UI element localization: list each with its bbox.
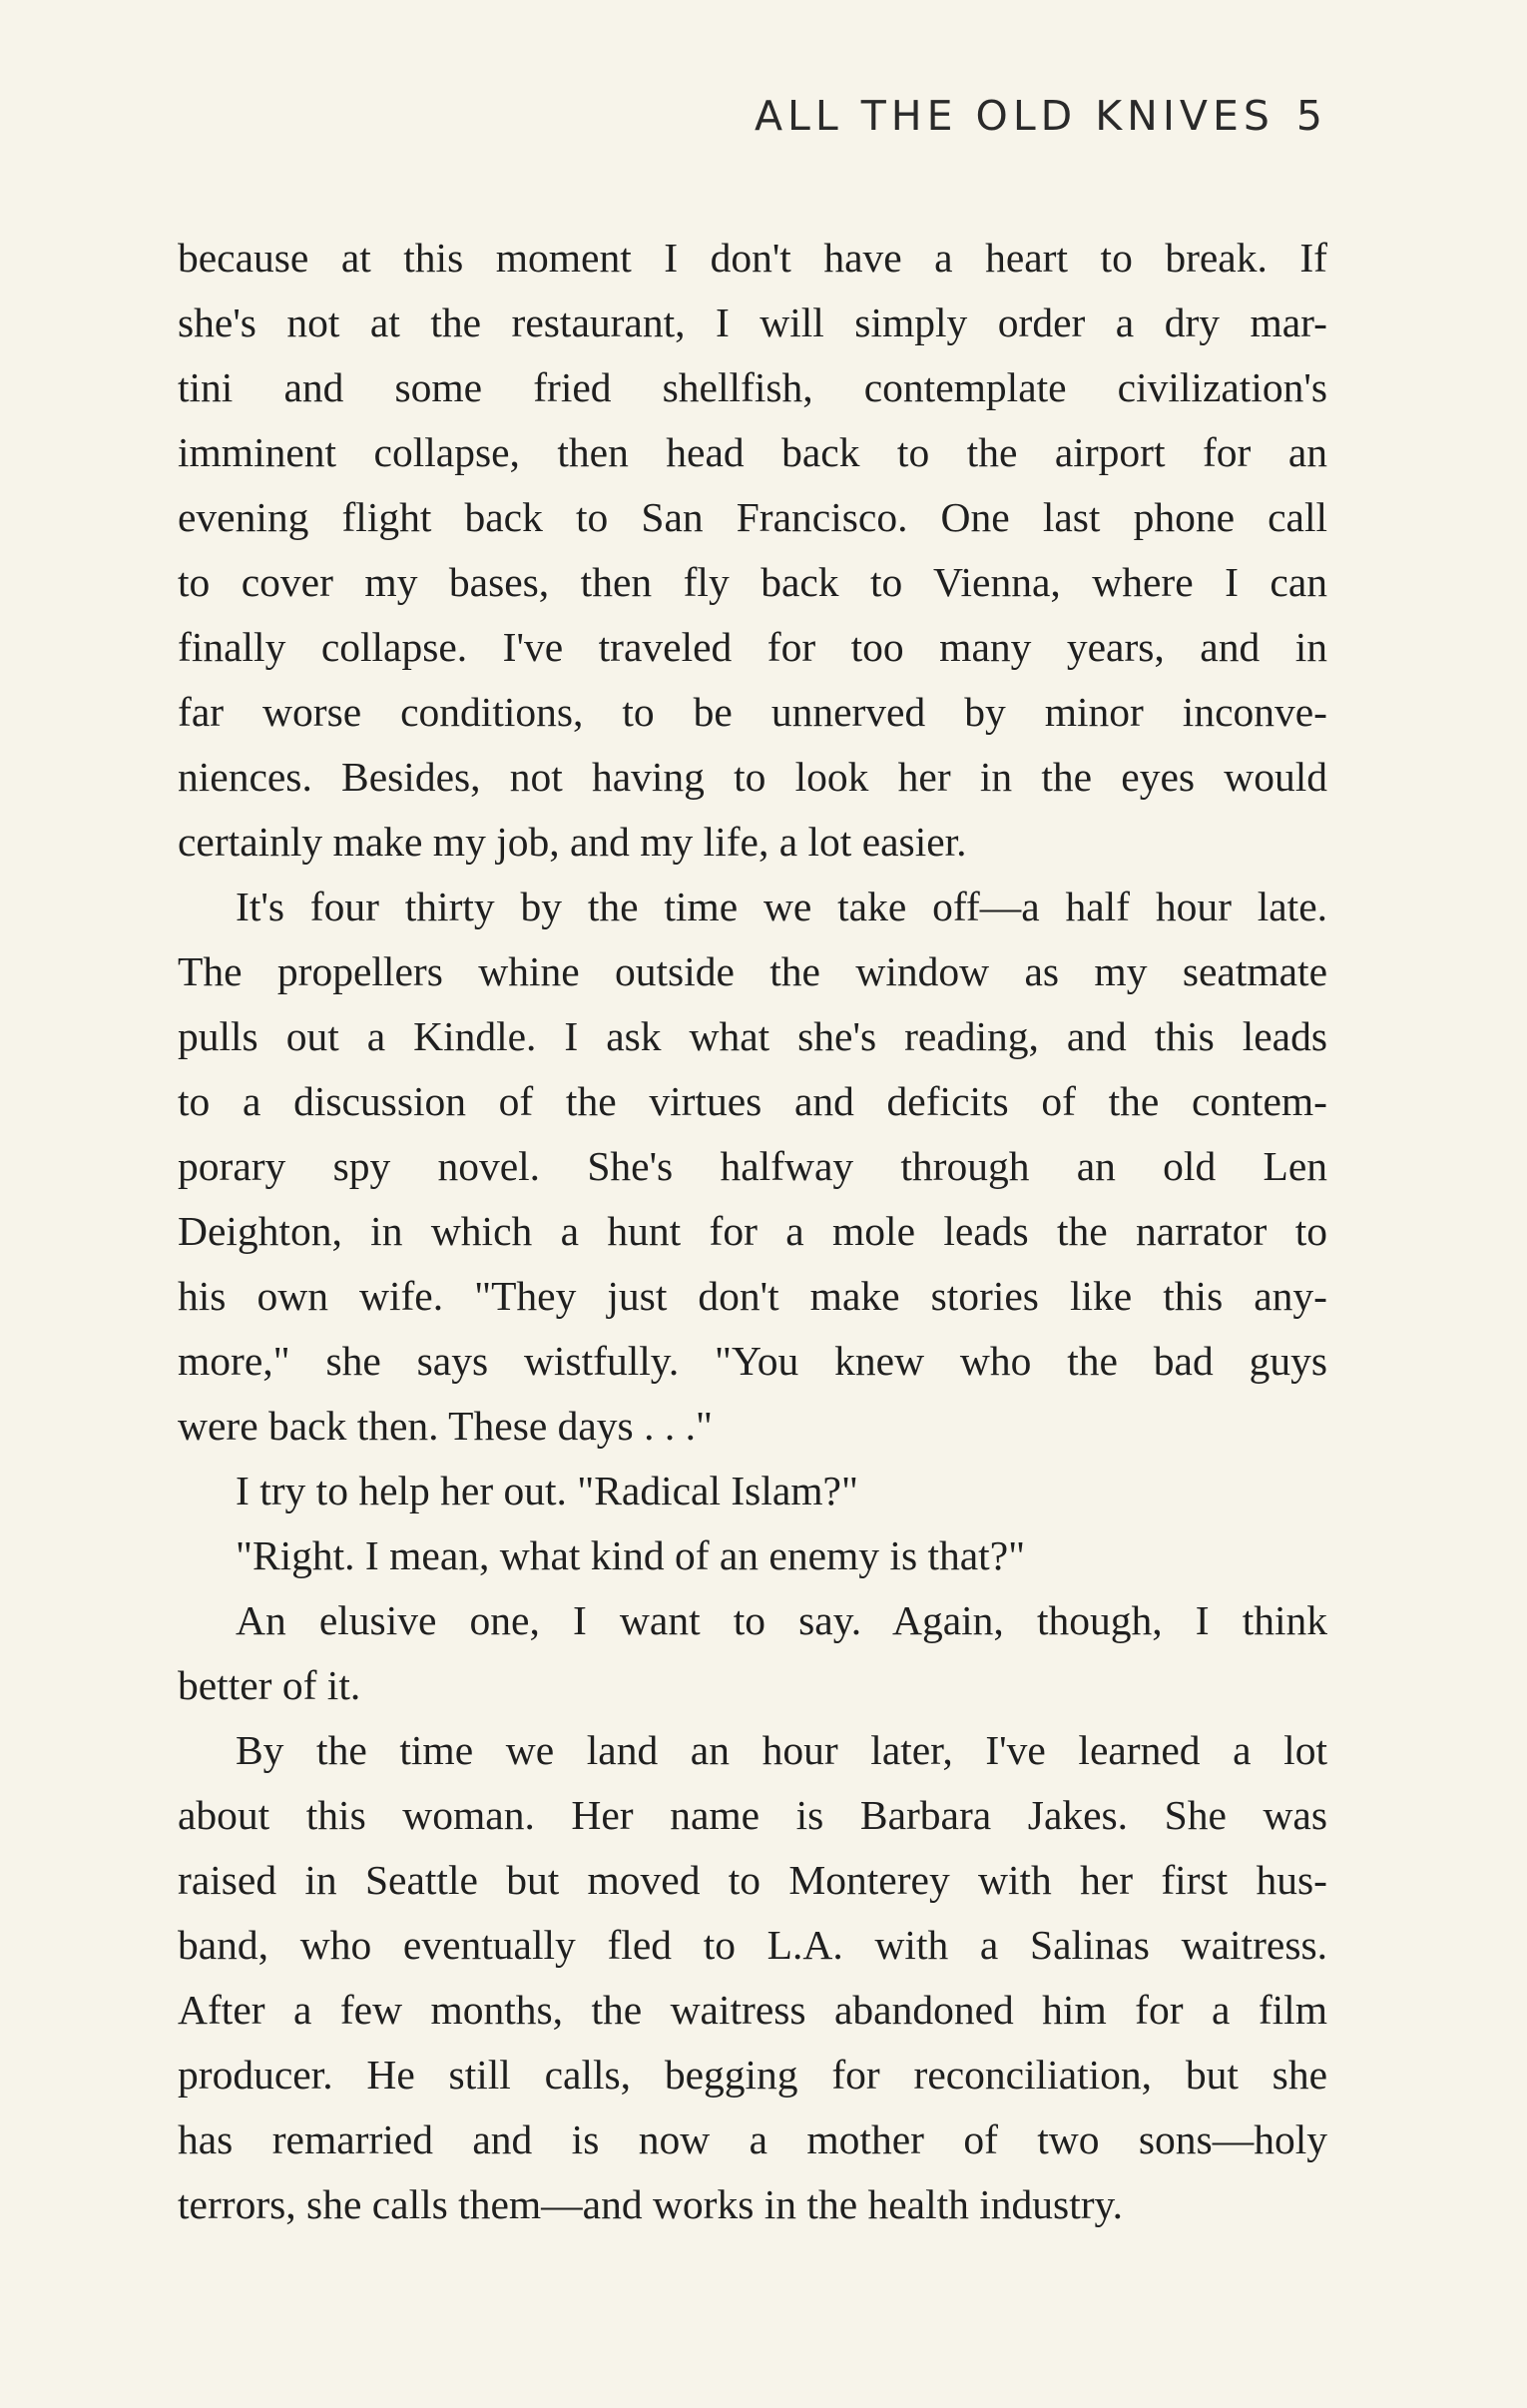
text-line: After a few months, the waitress abandoned him for a film xyxy=(178,1987,1327,2033)
text-line: because at this moment I don't have a heart to break. If xyxy=(178,235,1327,281)
body-text xyxy=(178,226,1327,2237)
text-line: certainly make my job, and my life, a lot easier. xyxy=(178,819,967,865)
text-line: better of it. xyxy=(178,1662,361,1708)
text-line: It's four thirty by the time we take off—a half hour late. xyxy=(236,884,1327,929)
text-line: Deighton, in which a hunt for a mole leads the narrator to xyxy=(178,1208,1327,1254)
text-line: were back then. These days . . ." xyxy=(178,1403,713,1449)
paragraph xyxy=(178,875,1327,1459)
paragraph xyxy=(178,226,1327,875)
paragraph xyxy=(178,1523,1327,1588)
text-line: has remarried and is now a mother of two sons—holy xyxy=(178,2116,1327,2162)
text-line: more," she says wistfully. "You knew who the bad guys xyxy=(178,1338,1327,1384)
text-line: I try to help her out. "Radical Islam?" xyxy=(236,1468,858,1513)
paragraph xyxy=(178,1459,1327,1523)
text-line: far worse conditions, to be unnerved by minor inconve- xyxy=(178,689,1327,735)
text-line: finally collapse. I've traveled for too many years, and in xyxy=(178,624,1327,670)
text-line: to cover my bases, then fly back to Vienna, where I can xyxy=(178,559,1327,605)
text-line: An elusive one, I want to say. Again, though, I think xyxy=(236,1597,1327,1643)
text-line: pulls out a Kindle. I ask what she's reading, and this leads xyxy=(178,1013,1327,1059)
text-line: "Right. I mean, what kind of an enemy is that?" xyxy=(236,1532,1026,1578)
text-line: band, who eventually fled to L.A. with a Salinas waitress. xyxy=(178,1922,1327,1968)
text-line: porary spy novel. She's halfway through an old Len xyxy=(178,1143,1327,1189)
paragraph xyxy=(178,1588,1327,1718)
text-line: about this woman. Her name is Barbara Jakes. She was xyxy=(178,1792,1327,1838)
text-line: evening flight back to San Francisco. One last phone call xyxy=(178,494,1327,540)
text-line: producer. He still calls, begging for reconciliation, but she xyxy=(178,2052,1327,2098)
book-title: ALL THE OLD KNIVES xyxy=(754,92,1274,140)
text-line: imminent collapse, then head back to the airport for an xyxy=(178,429,1327,475)
text-line: raised in Seattle but moved to Monterey with her first hus- xyxy=(178,1857,1327,1903)
paragraph xyxy=(178,1718,1327,2237)
text-line: tini and some fried shellfish, contemplate civilization's xyxy=(178,364,1327,410)
text-line: By the time we land an hour later, I've learned a lot xyxy=(236,1727,1327,1773)
text-line: his own wife. "They just don't make stories like this any- xyxy=(178,1273,1327,1319)
text-line: she's not at the restaurant, I will simply order a dry mar- xyxy=(178,300,1327,345)
text-line: niences. Besides, not having to look her in the eyes would xyxy=(178,754,1327,800)
running-head xyxy=(755,92,1327,140)
text-line: terrors, she calls them—and works in the health industry. xyxy=(178,2181,1123,2227)
page-number: 5 xyxy=(1295,92,1327,140)
text-line: to a discussion of the virtues and deficits of the contem- xyxy=(178,1078,1327,1124)
text-line: The propellers whine outside the window as my seatmate xyxy=(178,948,1327,994)
